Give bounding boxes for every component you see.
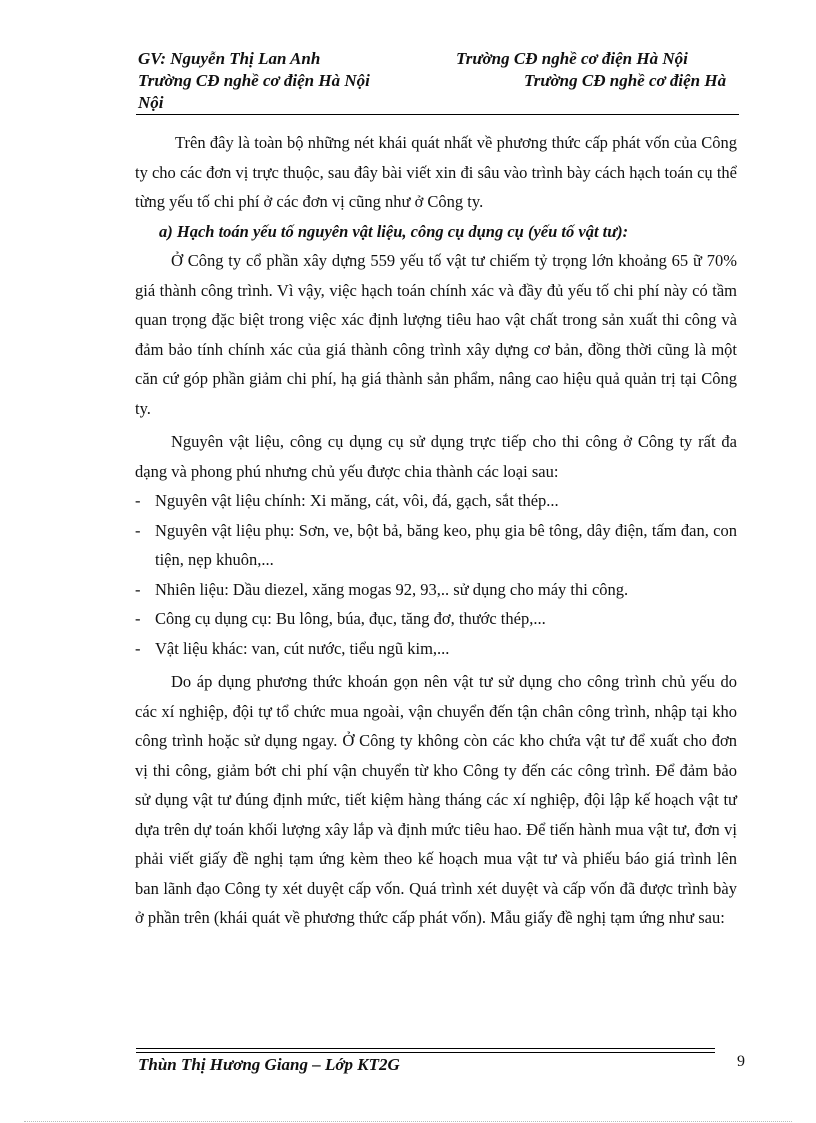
bullet-dash: - bbox=[135, 609, 141, 628]
list-item bbox=[135, 634, 737, 664]
header-teacher: GV: Nguyễn Thị Lan Anh bbox=[138, 49, 321, 68]
footer-author: Thùn Thị Hương Giang – Lớp KT2G bbox=[138, 1055, 400, 1074]
footer-divider bbox=[136, 1052, 715, 1053]
list-item-text: Công cụ dụng cụ: Bu lông, búa, đục, tăng đơ, thước thép,... bbox=[155, 609, 546, 628]
bullet-dash: - bbox=[135, 491, 141, 510]
paragraph: Do áp dụng phương thức khoán gọn nên vật tư sử dụng cho công trình chủ yếu do các xí nghiệp, đội tự tổ chức mua ngoài, vận chuyển đến tận chân công trình, nhập tại kho công trình hoặc sử dụng ngay. Ở Công ty không còn các kho chứa vật tư để xuất cho đơn vị thi công, giảm bớt chi phí vận chuyển từ kho Công ty đến các công trình. Để đảm bảo sử dụng vật tư đúng định mức, tiết kiệm hàng tháng các xí nghiệp, đội lập kế hoạch vật tư dựa trên dự toán khối lượng xây lắp và định mức tiêu hao. Để tiến hành mua vật tư, đơn vị phải viết giấy đề nghị tạm ứng kèm theo kế hoạch mua vật tư và phiếu báo giá trình lên ban lãnh đạo Công ty xét duyệt cấp vốn. Quá trình xét duyệt và cấp vốn đã được trình bày ở phần trên (khái quát về phương thức cấp phát vốn). Mẫu giấy đề nghị tạm ứng như sau: bbox=[135, 672, 737, 927]
list-item bbox=[135, 486, 737, 516]
header-divider bbox=[136, 114, 739, 115]
header-school: Trường CĐ nghề cơ điện Hà bbox=[524, 71, 727, 90]
page-header bbox=[138, 48, 754, 118]
paragraph: Nguyên vật liệu, công cụ dụng cụ sử dụng trực tiếp cho thi công ở Công ty rất đa dạng và phong phú nhưng chủ yếu được chia thành các loại sau: bbox=[135, 432, 737, 481]
document-body bbox=[135, 128, 737, 933]
list-item-text: Vật liệu khác: van, cút nước, tiểu ngũ kim,... bbox=[155, 638, 450, 658]
list-item bbox=[135, 575, 737, 605]
bullet-dash: - bbox=[135, 579, 141, 599]
header-school-continued: Nội bbox=[138, 93, 164, 112]
intro-paragraph: Trên đây là toàn bộ những nét khái quát nhất về phương thức cấp phát vốn của Công ty cho các đơn vị trực thuộc, sau đây bài viết xin đi sâu vào trình bày cách hạch toán cụ thể từng yếu tố chi phí ở các đơn vị cũng như ở Công ty. bbox=[135, 133, 737, 211]
paragraph: Ở Công ty cổ phần xây dựng 559 yếu tố vật tư chiếm tỷ trọng lớn khoảng 65 ữ 70% giá thành công trình. Vì vậy, việc hạch toán chính xác và đầy đủ yếu tố chi phí này có tầm quan trọng đặc biệt trong việc xác định lượng tiêu hao vật chất trong sản xuất thi công và đảm bảo tính chính xác của giá thành công trình xây dựng cơ bản, đồng thời cũng là một căn cứ góp phần giảm chi phí, hạ giá thành sản phẩm, nâng cao hiệu quả quản trị tại Công ty. bbox=[135, 251, 737, 418]
page-break-line bbox=[24, 1121, 792, 1122]
list-item-text: Nguyên vật liệu chính: Xi măng, cát, vôi, đá, gạch, sắt thép... bbox=[155, 491, 559, 510]
footer-divider bbox=[136, 1048, 715, 1049]
page-number: 9 bbox=[737, 1053, 745, 1070]
list-item bbox=[135, 516, 737, 575]
section-heading: a) Hạch toán yếu tố nguyên vật liệu, công cụ dụng cụ (yếu tố vật tư): bbox=[159, 221, 629, 241]
header-school: Trường CĐ nghề cơ điện Hà Nội bbox=[456, 49, 688, 68]
list-item bbox=[135, 604, 737, 634]
list-item-text: Nguyên vật liệu phụ: Sơn, ve, bột bả, băng keo, phụ gia bê tông, dây điện, tấm đan, con tiện, nẹp khuôn,... bbox=[155, 520, 737, 569]
list-item-text: Nhiên liệu: Dầu diezel, xăng mogas 92, 93,.. sử dụng cho máy thi công. bbox=[155, 579, 629, 599]
bullet-dash: - bbox=[135, 520, 141, 540]
bullet-dash: - bbox=[135, 638, 141, 658]
header-school: Trường CĐ nghề cơ điện Hà Nội bbox=[138, 71, 370, 90]
